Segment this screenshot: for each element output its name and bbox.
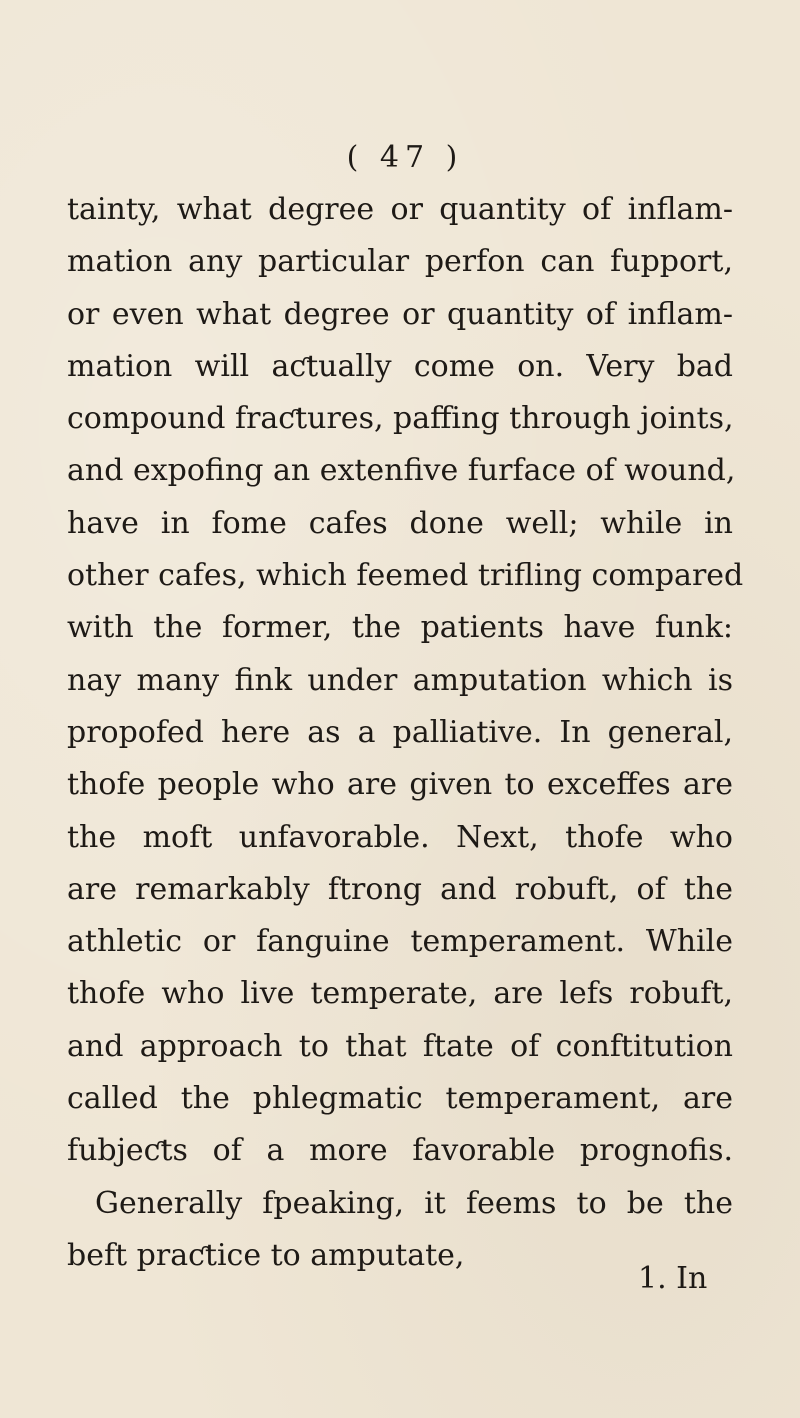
- text-line: compound fraƈtures, paffing through joints,: [67, 401, 734, 437]
- text-line: the moft unfavorable. Next, thofe who: [67, 819, 733, 855]
- text-line: called the phlegmatic temperament, are: [67, 1081, 733, 1117]
- page-number: ( 47 ): [346, 140, 464, 175]
- text-line: thofe people who are given to exceffes are: [67, 767, 733, 803]
- text-line: and expofing an extenfive furface of wound,: [67, 453, 736, 489]
- text-line: and approach to that ftate of conftitution: [67, 1028, 733, 1064]
- text-line: athletic or fanguine temperament. While: [67, 924, 733, 960]
- text-line: mation will aƈtually come on. Very bad: [67, 348, 733, 384]
- text-line: are remarkably ftrong and robuft, of the: [67, 871, 733, 907]
- text-line: propofed here as a palliative. In general,: [67, 714, 733, 750]
- text-line: or even what degree or quantity of inflam-: [67, 296, 733, 332]
- text-line: tainty, what degree or quantity of inflam-: [67, 192, 733, 227]
- catchword: 1. In: [638, 1261, 708, 1296]
- text-line: other cafes, which feemed trifling compared: [67, 558, 744, 594]
- text-line: nay many fink under amputation which is: [67, 662, 733, 698]
- text-line: with the former, the patients have funk:: [67, 610, 733, 646]
- text-line: mation any particular perfon can fupport,: [67, 244, 733, 280]
- text-line: thofe who live temperate, are lefs robuft,: [67, 976, 733, 1012]
- text-line: fubjeƈts of a more favorable prognofis.: [67, 1133, 733, 1169]
- body-text: [67, 184, 744, 1282]
- text-line: have in fome cafes done well; while in: [67, 505, 733, 541]
- text-line: beft praƈtice to amputate,: [67, 1237, 465, 1273]
- text-line: Generally fpeaking, it feems to be the: [95, 1185, 733, 1221]
